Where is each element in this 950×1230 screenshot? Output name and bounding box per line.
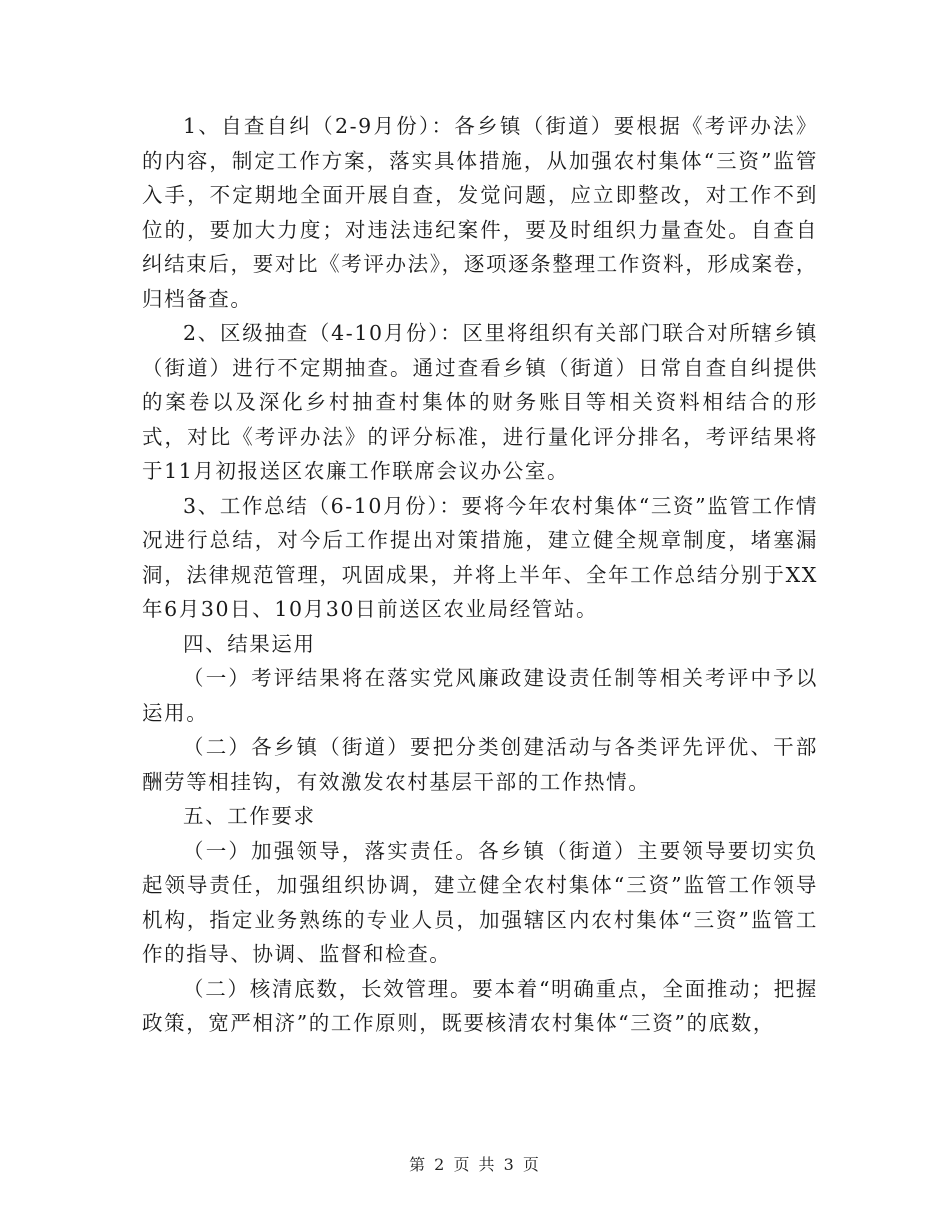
section-heading-requirements: 五、工作要求 [183,804,316,828]
page-number-footer: 第 2 页 共 3 页 [409,1155,541,1174]
paragraph-requirements-1: （一）加强领导，落实责任。各乡镇（街道）主要领导要切实负起领导责任，加强组织协调，建立健全农村集体“三资”监管工作领导机构，指定业务熟练的专业人员，加强辖区内农村集体“三资”监管工作的指导、协调、监督和检查。 [142,838,818,966]
section-heading-results: 四、结果运用 [183,631,316,656]
paragraph-requirements-2: （二）核清底数，长效管理。要本着“明确重点，全面推动；把握政策，宽严相济”的工作原则，既要核清农村集体“三资”的底数， [142,976,818,1035]
paragraph-results-1: （一）考评结果将在落实党风廉政建设责任制等相关考评中予以运用。 [142,666,818,725]
paragraph-work-summary: 3、工作总结（6-10月份）：要将今年农村集体“三资”监管工作情况进行总结，对今后工作提出对策措施，建立健全规章制度，堵塞漏洞，法律规范管理，巩固成果，并将上半年、全年工作总结分别于XX年6月30日、10月30日前送区农业局经管站。 [142,493,818,621]
paragraph-district-spot-check: 2、区级抽查（4-10月份）：区里将组织有关部门联合对所辖乡镇（街道）进行不定期抽查。通过查看乡镇（街道）日常自查自纠提供的案卷以及深化乡村抽查村集体的财务账目等相关资料相结合的形式，对比《考评办法》的评分标准，进行量化评分排名，考评结果将于11月初报送区农廉工作联席会议办公室。 [142,321,818,483]
document-body [142,109,818,1041]
paragraph-results-2: （二）各乡镇（街道）要把分类创建活动与各类评先评优、干部酬劳等相挂钩，有效激发农村基层干部的工作热情。 [142,735,818,794]
paragraph-self-inspection: 1、自查自纠（2-9月份）：各乡镇（街道）要根据《考评办法》的内容，制定工作方案，落实具体措施，从加强农村集体“三资”监管入手，不定期地全面开展自查，发觉问题，应立即整改，对工作不到位的，要加大力度；对违法违纪案件，要及时组织力量查处。自查自纠结束后，要对比《考评办法》，逐项逐条整理工作资料，形成案卷，归档备查。 [142,114,818,311]
